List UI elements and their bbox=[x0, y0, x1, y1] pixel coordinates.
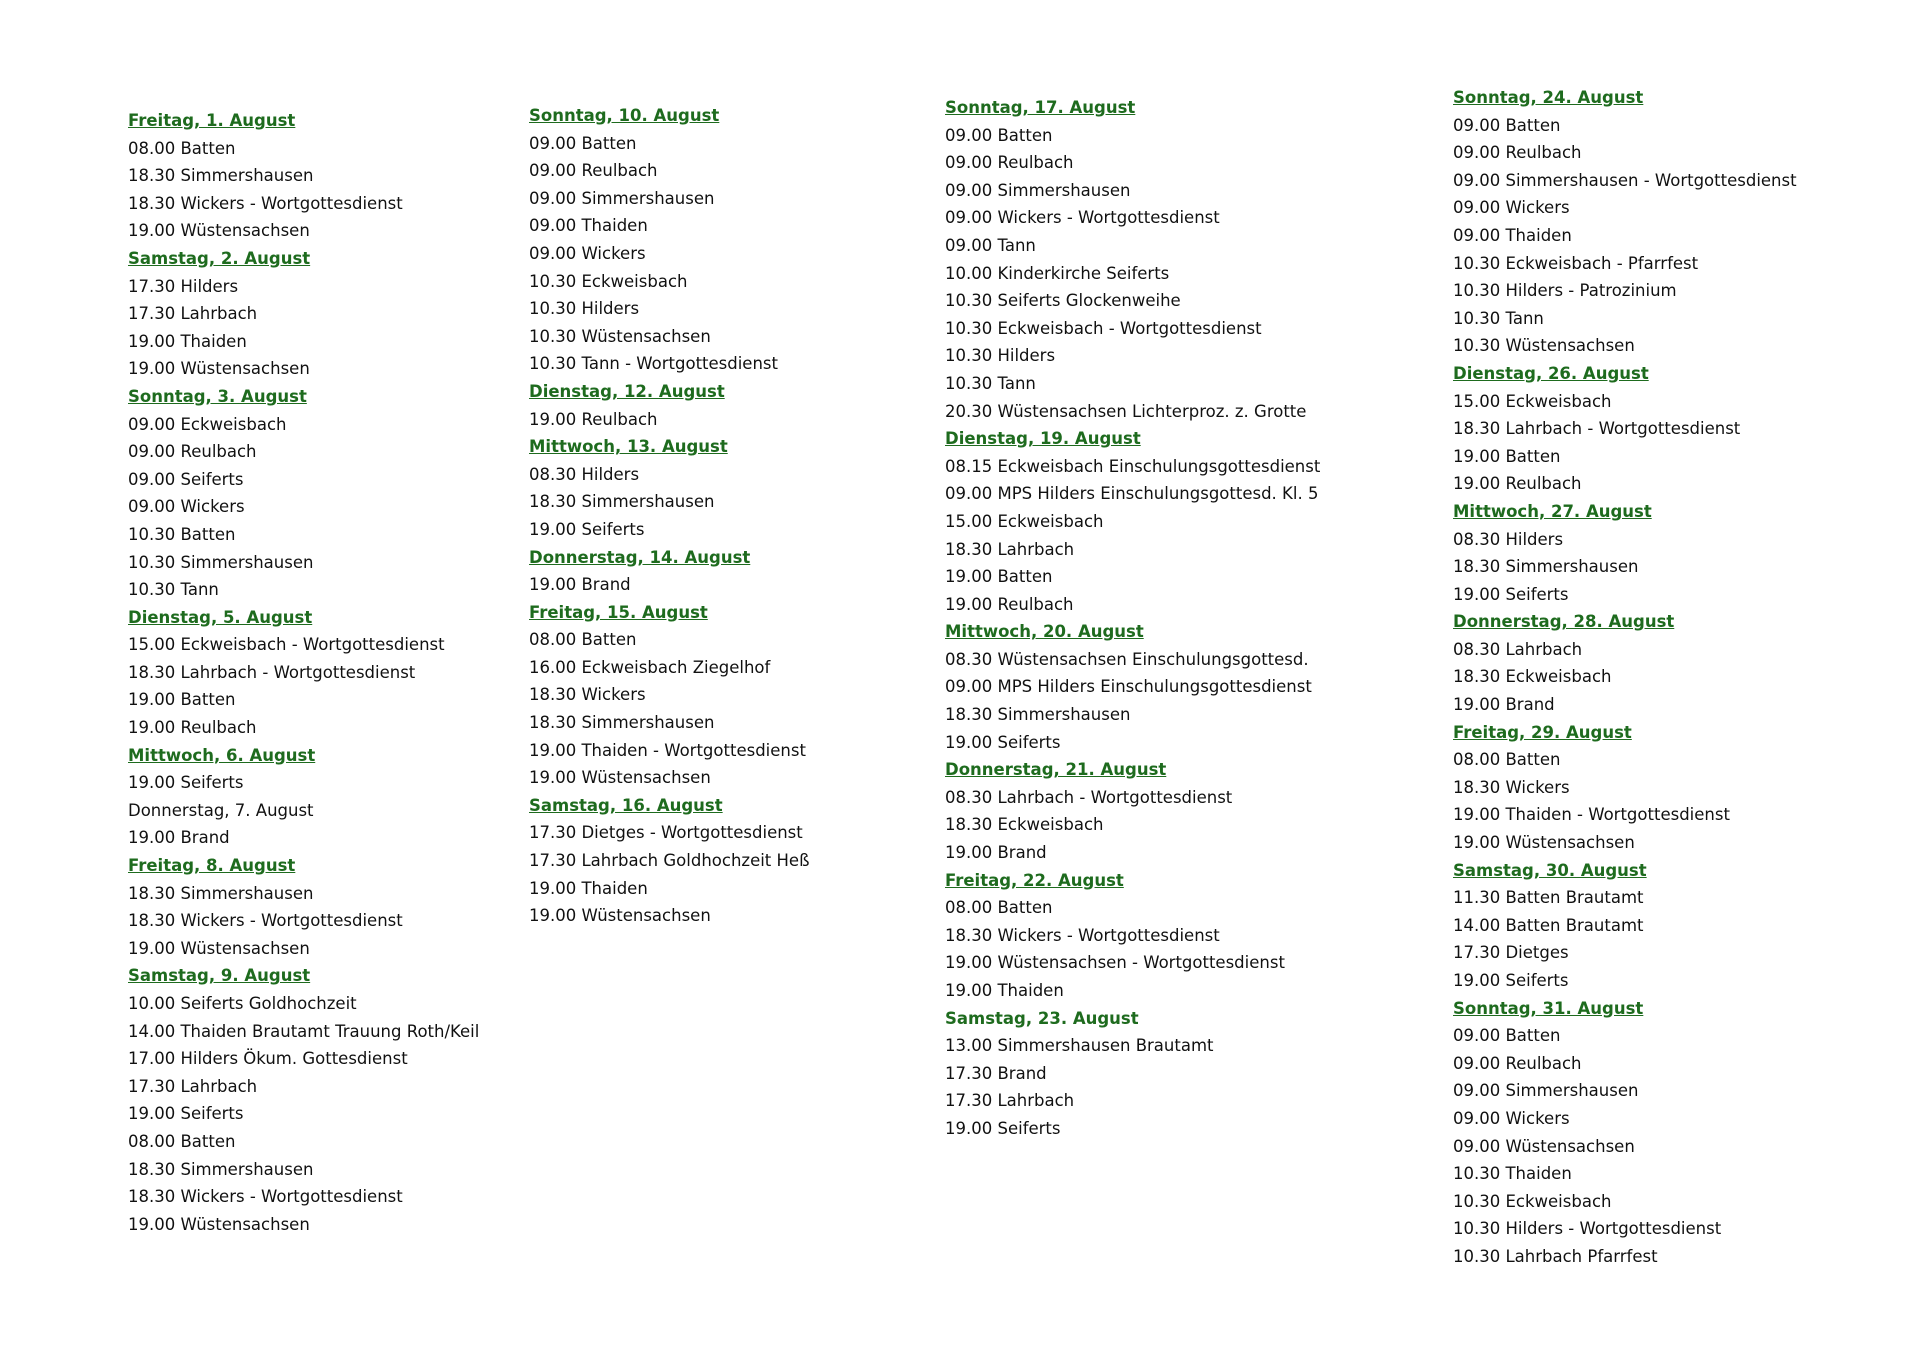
service-entry: 08.30 Wüstensachsen Einschulungsgottesd. bbox=[945, 649, 1309, 669]
service-entry: 09.00 MPS Hilders Einschulungsgottesd. Kl. 5 bbox=[945, 484, 1319, 504]
service-entry: 19.00 Seiferts bbox=[945, 732, 1061, 752]
service-entry: 10.30 Hilders - Patrozinium bbox=[1453, 281, 1677, 301]
day-heading: Mittwoch, 20. August bbox=[945, 622, 1144, 642]
service-entry: 17.30 Lahrbach bbox=[945, 1091, 1075, 1111]
service-entry: 09.00 Reulbach bbox=[945, 153, 1074, 173]
service-entry: 10.30 Wüstensachsen bbox=[529, 326, 711, 346]
service-entry: 09.00 Wickers bbox=[1453, 1108, 1570, 1128]
day-heading: Donnerstag, 14. August bbox=[529, 547, 751, 567]
service-entry: 20.30 Wüstensachsen Lichterproz. z. Grotte bbox=[945, 401, 1307, 421]
day-heading: Dienstag, 19. August bbox=[945, 429, 1141, 449]
service-entry: 10.30 Simmershausen bbox=[128, 552, 314, 572]
service-entry: 09.00 Wickers bbox=[128, 497, 245, 517]
day-heading: Sonntag, 24. August bbox=[1453, 88, 1644, 107]
day-heading: Sonntag, 3. August bbox=[128, 386, 307, 406]
service-entry: 09.00 Batten bbox=[1453, 115, 1561, 135]
service-entry: 09.00 Reulbach bbox=[128, 442, 257, 462]
day-block bbox=[1453, 719, 1797, 857]
day-block bbox=[945, 618, 1320, 756]
service-entry: 09.00 Batten bbox=[529, 133, 637, 153]
service-entry: 19.00 Thaiden bbox=[529, 878, 648, 898]
service-entry: 19.00 Thaiden bbox=[945, 981, 1064, 1000]
day-block bbox=[945, 425, 1320, 618]
service-entry: 18.30 Eckweisbach bbox=[945, 815, 1104, 835]
service-entry: 18.30 Simmershausen bbox=[529, 492, 715, 512]
day-block bbox=[945, 756, 1320, 866]
service-entry: 18.30 Simmershausen bbox=[945, 705, 1131, 725]
service-entry: 10.30 Tann bbox=[945, 373, 1036, 393]
service-entry: 19.00 Batten bbox=[945, 567, 1053, 587]
service-entry: 09.00 Eckweisbach bbox=[128, 414, 287, 434]
service-entry: 15.00 Eckweisbach bbox=[1453, 391, 1612, 411]
day-block bbox=[945, 94, 1320, 425]
service-entry: 18.30 Simmershausen bbox=[128, 1159, 314, 1179]
service-entry: 19.00 Wüstensachsen bbox=[128, 221, 310, 241]
day-heading: Samstag, 16. August bbox=[529, 795, 723, 815]
day-block bbox=[945, 867, 1320, 1005]
service-entry: 10.30 Eckweisbach bbox=[1453, 1191, 1612, 1211]
service-entry: 18.30 Lahrbach - Wortgottesdienst bbox=[1453, 419, 1741, 439]
service-entry: 10.30 Eckweisbach - Wortgottesdienst bbox=[945, 318, 1262, 338]
day-block bbox=[1453, 498, 1797, 608]
service-entry: 10.30 Tann - Wortgottesdienst bbox=[529, 354, 778, 374]
day-heading: Dienstag, 26. August bbox=[1453, 363, 1649, 383]
service-entry: 10.30 Batten bbox=[128, 524, 236, 544]
service-entry: 09.00 Reulbach bbox=[529, 161, 658, 181]
day-heading: Donnerstag, 28. August bbox=[1453, 612, 1675, 632]
service-entry: 08.15 Eckweisbach Einschulungsgottesdienst bbox=[945, 456, 1321, 476]
service-entry: 09.00 Simmershausen bbox=[1453, 1081, 1639, 1101]
service-entry: 08.30 Hilders bbox=[1453, 529, 1564, 549]
schedule-column-3 bbox=[945, 94, 1320, 1143]
service-entry: 10.30 Eckweisbach bbox=[529, 271, 688, 291]
day-block bbox=[1453, 995, 1797, 1271]
service-entry: 19.00 Wüstensachsen bbox=[529, 906, 711, 926]
service-entry: 15.00 Eckweisbach bbox=[945, 511, 1104, 531]
service-entry: 19.00 Brand bbox=[1453, 695, 1555, 715]
day-block bbox=[529, 544, 809, 599]
day-block bbox=[128, 383, 479, 604]
service-entry: 09.00 Tann bbox=[945, 235, 1036, 255]
service-entry: 09.00 Reulbach bbox=[1453, 143, 1582, 163]
service-entry: 08.00 Batten bbox=[128, 1131, 236, 1151]
day-block bbox=[529, 102, 809, 378]
day-block bbox=[529, 599, 809, 792]
service-entry: 19.00 Reulbach bbox=[945, 594, 1074, 614]
day-heading: Dienstag, 12. August bbox=[529, 381, 725, 401]
service-entry: 17.30 Dietges - Wortgottesdienst bbox=[529, 823, 803, 843]
day-block bbox=[529, 792, 809, 930]
day-block bbox=[1453, 360, 1797, 498]
day-heading: Samstag, 23. August bbox=[945, 1008, 1139, 1028]
service-entry: 14.00 Thaiden Brautamt Trauung Roth/Keil bbox=[128, 1021, 480, 1041]
service-entry: 18.30 Simmershausen bbox=[128, 166, 314, 186]
day-block bbox=[128, 107, 479, 245]
service-entry: 19.00 Batten bbox=[128, 690, 236, 710]
service-entry: 19.00 Reulbach bbox=[1453, 474, 1582, 494]
service-entry: 08.00 Batten bbox=[529, 630, 637, 650]
service-entry: 19.00 Brand bbox=[529, 575, 631, 595]
service-entry: 19.00 Wüstensachsen bbox=[128, 1214, 310, 1234]
service-entry: 17.30 Dietges bbox=[1453, 943, 1569, 963]
service-entry: 10.30 Tann bbox=[128, 580, 219, 600]
service-entry: 17.30 Lahrbach bbox=[128, 1076, 258, 1096]
service-entry: 09.00 Batten bbox=[945, 125, 1053, 145]
day-block bbox=[529, 378, 809, 433]
day-block bbox=[128, 852, 479, 962]
day-heading: Samstag, 9. August bbox=[128, 966, 311, 986]
day-block bbox=[128, 604, 479, 742]
service-entry: 09.00 Thaiden bbox=[1453, 225, 1572, 245]
schedule-column-2 bbox=[529, 102, 809, 930]
day-block bbox=[1453, 608, 1797, 718]
service-entry: 09.00 Seiferts bbox=[128, 469, 244, 489]
service-entry: 13.00 Simmershausen Brautamt bbox=[945, 1036, 1214, 1056]
service-entry: 18.30 Wickers bbox=[529, 685, 646, 705]
service-entry: 09.00 Simmershausen bbox=[529, 188, 715, 208]
service-entry: 18.30 Simmershausen bbox=[1453, 557, 1639, 577]
day-heading: Samstag, 30. August bbox=[1453, 860, 1647, 880]
service-entry: 19.00 Wüstensachsen bbox=[128, 359, 310, 379]
day-heading: Freitag, 22. August bbox=[945, 870, 1124, 890]
service-entry: 19.00 Brand bbox=[945, 843, 1047, 863]
day-block bbox=[128, 797, 479, 852]
service-entry: 10.00 Seiferts Goldhochzeit bbox=[128, 994, 357, 1013]
service-entry: 09.00 Thaiden bbox=[529, 216, 648, 236]
day-heading: Mittwoch, 6. August bbox=[128, 745, 316, 765]
service-entry: 19.00 Seiferts bbox=[945, 1118, 1061, 1138]
service-entry: 10.30 Hilders bbox=[529, 299, 640, 319]
service-entry: 10.30 Hilders bbox=[945, 346, 1056, 366]
day-block bbox=[529, 433, 809, 543]
day-block bbox=[128, 962, 479, 1238]
service-entry: 09.00 MPS Hilders Einschulungsgottesdienst bbox=[945, 677, 1312, 697]
service-entry: 19.00 Thaiden - Wortgottesdienst bbox=[529, 740, 806, 760]
service-entry: 16.00 Eckweisbach Ziegelhof bbox=[529, 657, 771, 677]
day-heading: Freitag, 8. August bbox=[128, 856, 296, 876]
schedule-column-1 bbox=[128, 107, 479, 1238]
service-entry: 19.00 Seiferts bbox=[128, 1104, 244, 1124]
day-heading: Mittwoch, 27. August bbox=[1453, 501, 1652, 521]
service-entry: 14.00 Batten Brautamt bbox=[1453, 915, 1644, 935]
day-block bbox=[128, 245, 479, 383]
day-block bbox=[128, 742, 479, 797]
service-entry: 18.30 Wickers bbox=[1453, 777, 1570, 797]
service-entry: 17.00 Hilders Ökum. Gottesdienst bbox=[128, 1049, 408, 1069]
day-heading: Samstag, 2. August bbox=[128, 248, 311, 268]
service-entry: 19.00 Reulbach bbox=[128, 718, 257, 738]
service-entry: 19.00 Seiferts bbox=[1453, 971, 1569, 990]
service-entry: 09.00 Simmershausen - Wortgottesdienst bbox=[1453, 170, 1797, 190]
schedule-column-4 bbox=[1453, 84, 1797, 1271]
service-entry: 17.30 Lahrbach Goldhochzeit Heß bbox=[529, 851, 810, 871]
service-entry: 10.30 Wüstensachsen bbox=[1453, 336, 1635, 356]
service-entry: 18.30 Wickers - Wortgottesdienst bbox=[128, 1187, 403, 1207]
service-entry: 10.00 Kinderkirche Seiferts bbox=[945, 263, 1170, 283]
service-entry: 19.00 Seiferts bbox=[128, 773, 244, 793]
service-entry: 08.00 Batten bbox=[128, 138, 236, 158]
day-block bbox=[945, 1005, 1320, 1143]
service-entry: 09.00 Simmershausen bbox=[945, 180, 1131, 200]
service-entry: 08.30 Lahrbach bbox=[1453, 639, 1583, 659]
service-entry: 08.00 Batten bbox=[945, 898, 1053, 918]
service-entry: 17.30 Brand bbox=[945, 1063, 1047, 1083]
service-entry: 09.00 Wickers bbox=[1453, 198, 1570, 218]
service-entry: 09.00 Wickers - Wortgottesdienst bbox=[945, 208, 1220, 228]
service-entry: 19.00 Reulbach bbox=[529, 409, 658, 429]
service-entry: 19.00 Wüstensachsen bbox=[1453, 833, 1635, 853]
day-heading: Freitag, 29. August bbox=[1453, 722, 1632, 742]
service-entry: 08.30 Hilders bbox=[529, 464, 640, 484]
service-entry: 19.00 Seiferts bbox=[1453, 584, 1569, 604]
service-entry: 08.00 Batten bbox=[1453, 750, 1561, 770]
day-heading: Donnerstag, 7. August bbox=[128, 800, 314, 820]
service-entry: 10.30 Tann bbox=[1453, 308, 1544, 328]
day-heading: Dienstag, 5. August bbox=[128, 607, 313, 627]
service-entry: 19.00 Seiferts bbox=[529, 519, 645, 539]
service-entry: 10.30 Eckweisbach - Pfarrfest bbox=[1453, 253, 1699, 273]
service-entry: 15.00 Eckweisbach - Wortgottesdienst bbox=[128, 635, 445, 655]
service-entry: 18.30 Simmershausen bbox=[529, 713, 715, 733]
day-block bbox=[1453, 857, 1797, 995]
service-entry: 18.30 Wickers - Wortgottesdienst bbox=[128, 193, 403, 213]
day-heading: Sonntag, 17. August bbox=[945, 98, 1136, 117]
service-entry: 18.30 Wickers - Wortgottesdienst bbox=[128, 911, 403, 931]
service-entry: 19.00 Wüstensachsen bbox=[529, 768, 711, 788]
service-entry: 18.30 Lahrbach - Wortgottesdienst bbox=[128, 662, 416, 682]
service-entry: 09.00 Reulbach bbox=[1453, 1053, 1582, 1073]
service-entry: 19.00 Wüstensachsen bbox=[128, 938, 310, 958]
service-entry: 09.00 Wüstensachsen bbox=[1453, 1136, 1635, 1156]
service-entry: 18.30 Simmershausen bbox=[128, 883, 314, 903]
service-entry: 18.30 Wickers - Wortgottesdienst bbox=[945, 925, 1220, 945]
service-entry: 11.30 Batten Brautamt bbox=[1453, 888, 1644, 908]
service-entry: 19.00 Wüstensachsen - Wortgottesdienst bbox=[945, 953, 1285, 973]
service-entry: 10.30 Thaiden bbox=[1453, 1164, 1572, 1184]
service-entry: 19.00 Batten bbox=[1453, 446, 1561, 466]
day-heading: Freitag, 15. August bbox=[529, 602, 708, 622]
service-entry: 09.00 Wickers bbox=[529, 243, 646, 263]
service-entry: 10.30 Hilders - Wortgottesdienst bbox=[1453, 1219, 1722, 1239]
service-entry: 10.30 Lahrbach Pfarrfest bbox=[1453, 1246, 1658, 1266]
service-entry: 17.30 Lahrbach bbox=[128, 304, 258, 324]
service-entry: 19.00 Thaiden - Wortgottesdienst bbox=[1453, 805, 1730, 825]
day-heading: Sonntag, 10. August bbox=[529, 106, 720, 125]
service-entry: 10.30 Seiferts Glockenweihe bbox=[945, 291, 1181, 311]
service-entry: 17.30 Hilders bbox=[128, 276, 239, 296]
service-entry: 19.00 Brand bbox=[128, 828, 230, 848]
service-entry: 09.00 Batten bbox=[1453, 1026, 1561, 1046]
day-heading: Freitag, 1. August bbox=[128, 111, 296, 130]
service-entry: 19.00 Thaiden bbox=[128, 331, 247, 351]
service-entry: 18.30 Lahrbach bbox=[945, 539, 1075, 559]
day-block bbox=[1453, 84, 1797, 360]
day-heading: Mittwoch, 13. August bbox=[529, 437, 728, 457]
service-entry: 08.30 Lahrbach - Wortgottesdienst bbox=[945, 787, 1233, 807]
day-heading: Donnerstag, 21. August bbox=[945, 760, 1167, 780]
service-entry: 18.30 Eckweisbach bbox=[1453, 667, 1612, 687]
day-heading: Sonntag, 31. August bbox=[1453, 998, 1644, 1018]
